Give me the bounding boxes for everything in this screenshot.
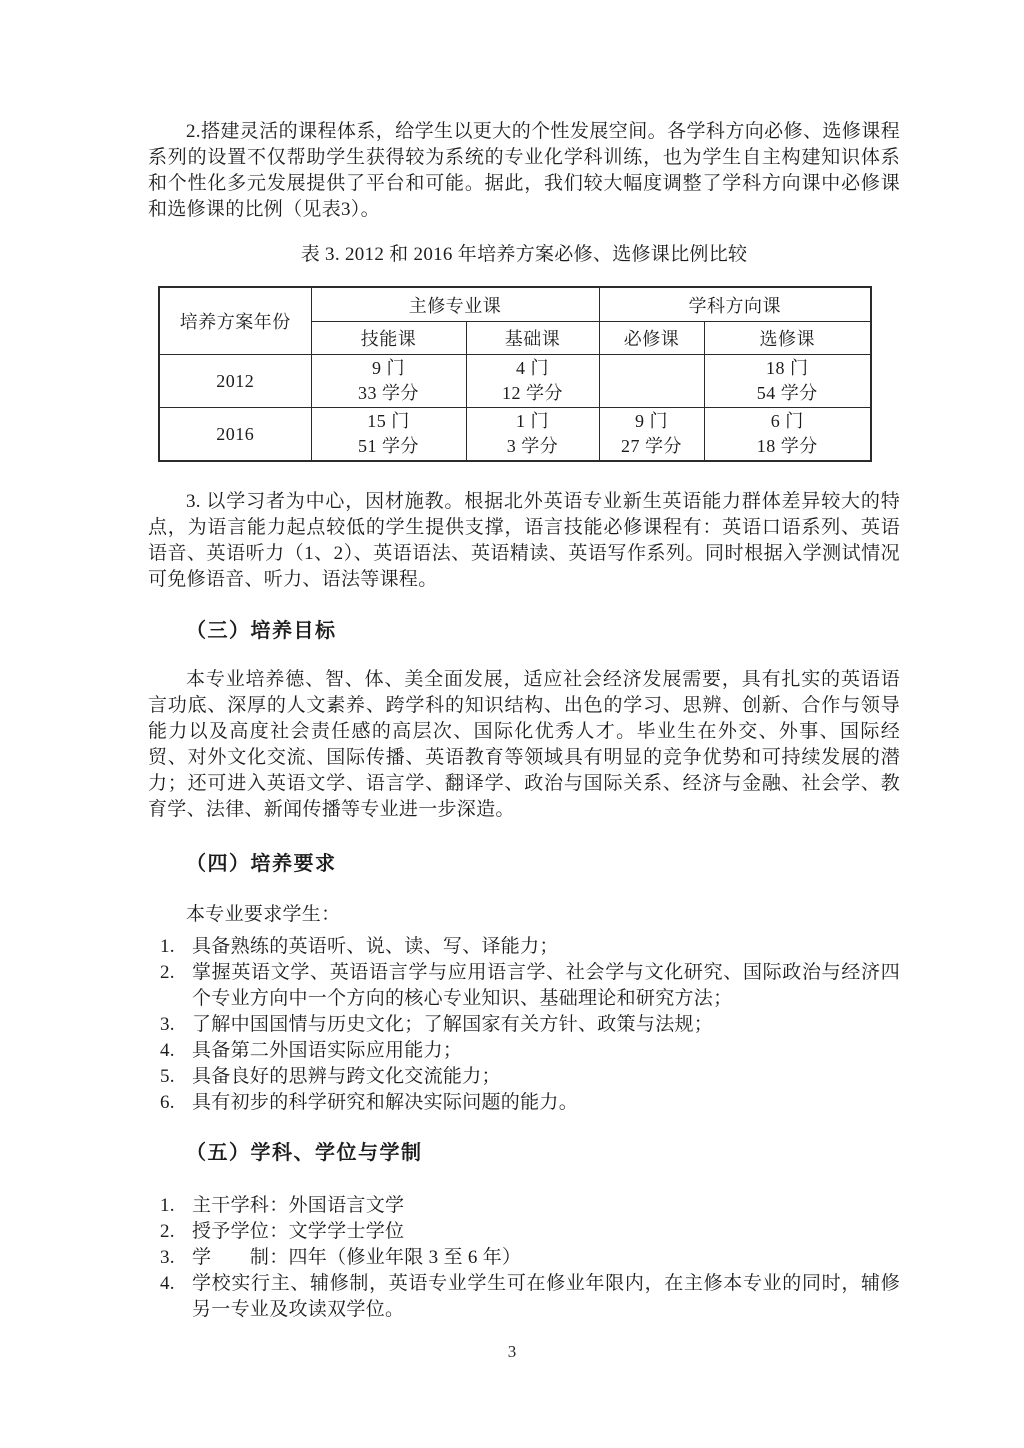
table-caption: 表 3. 2012 和 2016 年培养方案必修、选修课比例比较 [300,244,748,265]
list-item-text: 学校实行主、辅修制，英语专业学生可在修业年限内，在主修本专业的同时，辅修另一专业及攻读双学位。 [192,1273,900,1320]
table-subheader-foundation: 基础课 [466,322,599,355]
cell-2012-skill [311,355,466,408]
list-item [148,960,900,1012]
list-item [148,1219,900,1245]
cell-line-credit: 54 学分 [756,383,818,403]
list-item [148,934,900,960]
table-header-major-courses: 主修专业课 [311,287,599,322]
cell-2016-skill [311,408,466,462]
degree-list [148,1193,900,1323]
list-item [148,1064,900,1090]
cell-line-credit: 12 学分 [502,383,563,403]
cell-year-2012: 2012 [159,355,311,408]
table-subheader-skill: 技能课 [311,322,466,355]
table-header-direction-courses: 学科方向课 [599,287,871,322]
cell-line-count: 4 门 [516,358,549,378]
paragraph-learner-centered: 3. 以学习者为中心，因材施教。根据北外英语专业新生英语能力群体差异较大的特点，为语言能力起点较低的学生提供支撑，语言技能必修课程有：英语口语系列、英语语音、英语听力（1、2）、英语语法、英语精读、英语写作系列。同时根据入学测试情况可免修语音、听力、语法等课程。 [148,491,900,590]
cell-2016-foundation [466,408,599,462]
list-item-number: 4. [160,1040,175,1061]
list-item [148,1193,900,1219]
requirements-intro: 本专业要求学生： [186,904,341,925]
list-item [148,1012,900,1038]
list-item-text: 掌握英语文学、英语语言学与应用语言学、社会学与文化研究、国际政治与经济四个专业方向中一个方向的核心专业知识、基础理论和研究方法； [192,962,900,1009]
cell-line-count: 9 门 [372,358,405,378]
cell-2016-required [599,408,704,462]
table-header-year: 培养方案年份 [159,287,311,355]
heading-discipline-degree-duration: （五）学科、学位与学制 [186,1142,423,1164]
list-item [148,1038,900,1064]
list-item-text: 具备第二外国语实际应用能力； [192,1040,463,1061]
table-subheader-required: 必修课 [599,322,704,355]
paragraph-curriculum-system: 2.搭建灵活的课程体系，给学生以更大的个性发展空间。各学科方向必修、选修课程系列的设置不仅帮助学生获得较为系统的专业化学科训练，也为学生自主构建知识体系和个性化多元发展提供了平台和可能。据此，我们较大幅度调整了学科方向课中必修课和选修课的比例（见表3）。 [148,121,900,220]
list-item-text: 了解中国国情与历史文化；了解国家有关方针、政策与法规； [192,1014,714,1035]
list-item [148,1271,900,1323]
heading-training-requirements: （四）培养要求 [186,853,337,875]
list-item-text: 学 制：四年（修业年限 3 至 6 年） [192,1247,522,1268]
cell-line-count: 1 门 [516,411,549,431]
cell-2012-foundation [466,355,599,408]
cell-line-count: 18 门 [766,358,809,378]
cell-line-credit: 33 学分 [358,383,419,403]
list-item-number: 2. [160,962,175,983]
list-item-number: 6. [160,1092,175,1113]
list-item-number: 4. [160,1273,175,1294]
list-item-text: 主干学科：外国语言文学 [192,1195,405,1216]
cell-line-credit: 27 学分 [621,436,682,456]
table-row-2012 [159,355,871,408]
list-item-number: 2. [160,1221,175,1242]
list-item-number: 3. [160,1014,175,1035]
comparison-table [158,286,872,462]
table-subheader-elective: 选修课 [704,322,871,355]
cell-line-count: 9 门 [635,411,668,431]
page-number: 3 [507,1342,517,1361]
cell-2016-elective [704,408,871,462]
list-item-text: 具备良好的思辨与跨文化交流能力； [192,1066,501,1087]
heading-training-goals: （三）培养目标 [186,620,337,642]
list-item-text: 授予学位：文学学士学位 [192,1221,405,1242]
cell-2012-elective [704,355,871,408]
cell-year-2016: 2016 [159,408,311,462]
cell-line-credit: 3 学分 [506,436,559,456]
list-item-number: 1. [160,1195,175,1216]
list-item [148,1245,900,1271]
cell-line-credit: 18 学分 [756,436,818,456]
table-row-2016 [159,408,871,462]
list-item-number: 1. [160,936,175,957]
list-item [148,1090,900,1116]
list-item-number: 3. [160,1247,175,1268]
list-item-text: 具有初步的科学研究和解决实际问题的能力。 [192,1092,579,1113]
cell-line-count: 15 门 [367,411,410,431]
table-header-row-groups [159,287,871,322]
list-item-text: 具备熟练的英语听、说、读、写、译能力； [192,936,559,957]
cell-line-count: 6 门 [770,411,804,431]
cell-2012-required [599,355,704,408]
requirements-list [148,934,900,1116]
paragraph-goals-body: 本专业培养德、智、体、美全面发展，适应社会经济发展需要，具有扎实的英语语言功底、深厚的人文素养、跨学科的知识结构、出色的学习、思辨、创新、合作与领导能力以及高度社会责任感的高层次、国际化优秀人才。毕业生在外交、外事、国际经贸、对外文化交流、国际传播、英语教育等领域具有明显的竞争优势和可持续发展的潜力；还可进入英语文学、语言学、翻译学、政治与国际关系、经济与金融、社会学、教育学、法律、新闻传播等专业进一步深造。 [148,669,900,820]
cell-line-credit: 51 学分 [358,436,419,456]
list-item-number: 5. [160,1066,175,1087]
